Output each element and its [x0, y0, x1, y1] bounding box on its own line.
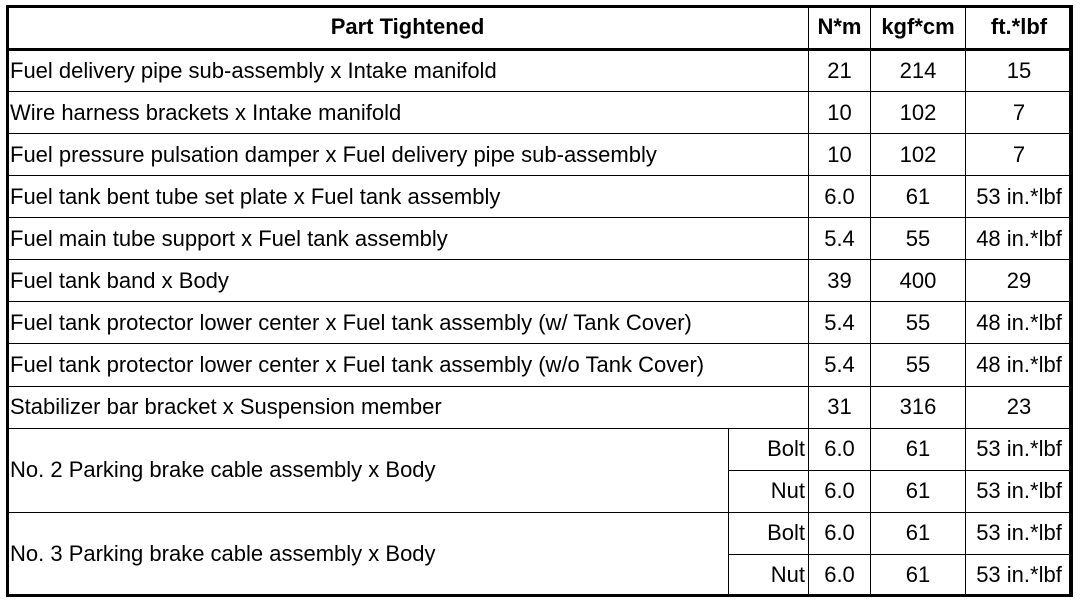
nm-cell: 10: [809, 134, 871, 176]
part-cell: No. 2 Parking brake cable assembly x Body: [7, 428, 729, 512]
kgf-cell: 400: [871, 260, 966, 302]
kgf-cell: 102: [871, 92, 966, 134]
kgf-cell: 61: [871, 470, 966, 512]
nm-cell: 31: [809, 386, 871, 428]
part-cell: Fuel tank protector lower center x Fuel tank assembly (w/o Tank Cover): [7, 344, 809, 386]
fastener-cell: Nut: [729, 470, 809, 512]
fastener-cell: Bolt: [729, 428, 809, 470]
nm-cell: 6.0: [809, 512, 871, 554]
nm-cell: 6.0: [809, 176, 871, 218]
nm-cell: 5.4: [809, 344, 871, 386]
ft-cell: 53 in.*lbf: [966, 470, 1073, 512]
ft-cell: 15: [966, 50, 1073, 92]
header-ft-lbf: ft.*lbf: [966, 6, 1073, 50]
nm-cell: 21: [809, 50, 871, 92]
part-cell: Fuel tank protector lower center x Fuel tank assembly (w/ Tank Cover): [7, 302, 809, 344]
part-cell: Stabilizer bar bracket x Suspension member: [7, 386, 809, 428]
nm-cell: 5.4: [809, 302, 871, 344]
ft-cell: 48 in.*lbf: [966, 344, 1073, 386]
fastener-cell: Nut: [729, 554, 809, 596]
ft-cell: 48 in.*lbf: [966, 218, 1073, 260]
header-nm: N*m: [809, 6, 871, 50]
nm-cell: 39: [809, 260, 871, 302]
kgf-cell: 55: [871, 218, 966, 260]
ft-cell: 23: [966, 386, 1073, 428]
fastener-cell: Bolt: [729, 512, 809, 554]
part-cell: Wire harness brackets x Intake manifold: [7, 92, 809, 134]
ft-cell: 53 in.*lbf: [966, 512, 1073, 554]
ft-cell: 53 in.*lbf: [966, 554, 1073, 596]
kgf-cell: 61: [871, 176, 966, 218]
part-cell: No. 3 Parking brake cable assembly x Body: [7, 512, 729, 596]
ft-cell: 53 in.*lbf: [966, 428, 1073, 470]
ft-cell: 53 in.*lbf: [966, 176, 1073, 218]
part-cell: Fuel pressure pulsation damper x Fuel delivery pipe sub-assembly: [7, 134, 809, 176]
part-cell: Fuel tank bent tube set plate x Fuel tank assembly: [7, 176, 809, 218]
nm-cell: 10: [809, 92, 871, 134]
kgf-cell: 102: [871, 134, 966, 176]
part-cell: Fuel main tube support x Fuel tank assembly: [7, 218, 809, 260]
header-kgf-cm: kgf*cm: [871, 6, 966, 50]
ft-cell: 29: [966, 260, 1073, 302]
kgf-cell: 55: [871, 344, 966, 386]
ft-cell: 48 in.*lbf: [966, 302, 1073, 344]
nm-cell: 6.0: [809, 470, 871, 512]
nm-cell: 5.4: [809, 218, 871, 260]
kgf-cell: 61: [871, 428, 966, 470]
table-outer-border: [6, 5, 1072, 597]
kgf-cell: 61: [871, 512, 966, 554]
ft-cell: 7: [966, 92, 1073, 134]
nm-cell: 6.0: [809, 554, 871, 596]
part-cell: Fuel tank band x Body: [7, 260, 809, 302]
kgf-cell: 214: [871, 50, 966, 92]
header-part-tightened: Part Tightened: [7, 6, 809, 50]
kgf-cell: 316: [871, 386, 966, 428]
kgf-cell: 61: [871, 554, 966, 596]
nm-cell: 6.0: [809, 428, 871, 470]
kgf-cell: 55: [871, 302, 966, 344]
ft-cell: 7: [966, 134, 1073, 176]
part-cell: Fuel delivery pipe sub-assembly x Intake manifold: [7, 50, 809, 92]
